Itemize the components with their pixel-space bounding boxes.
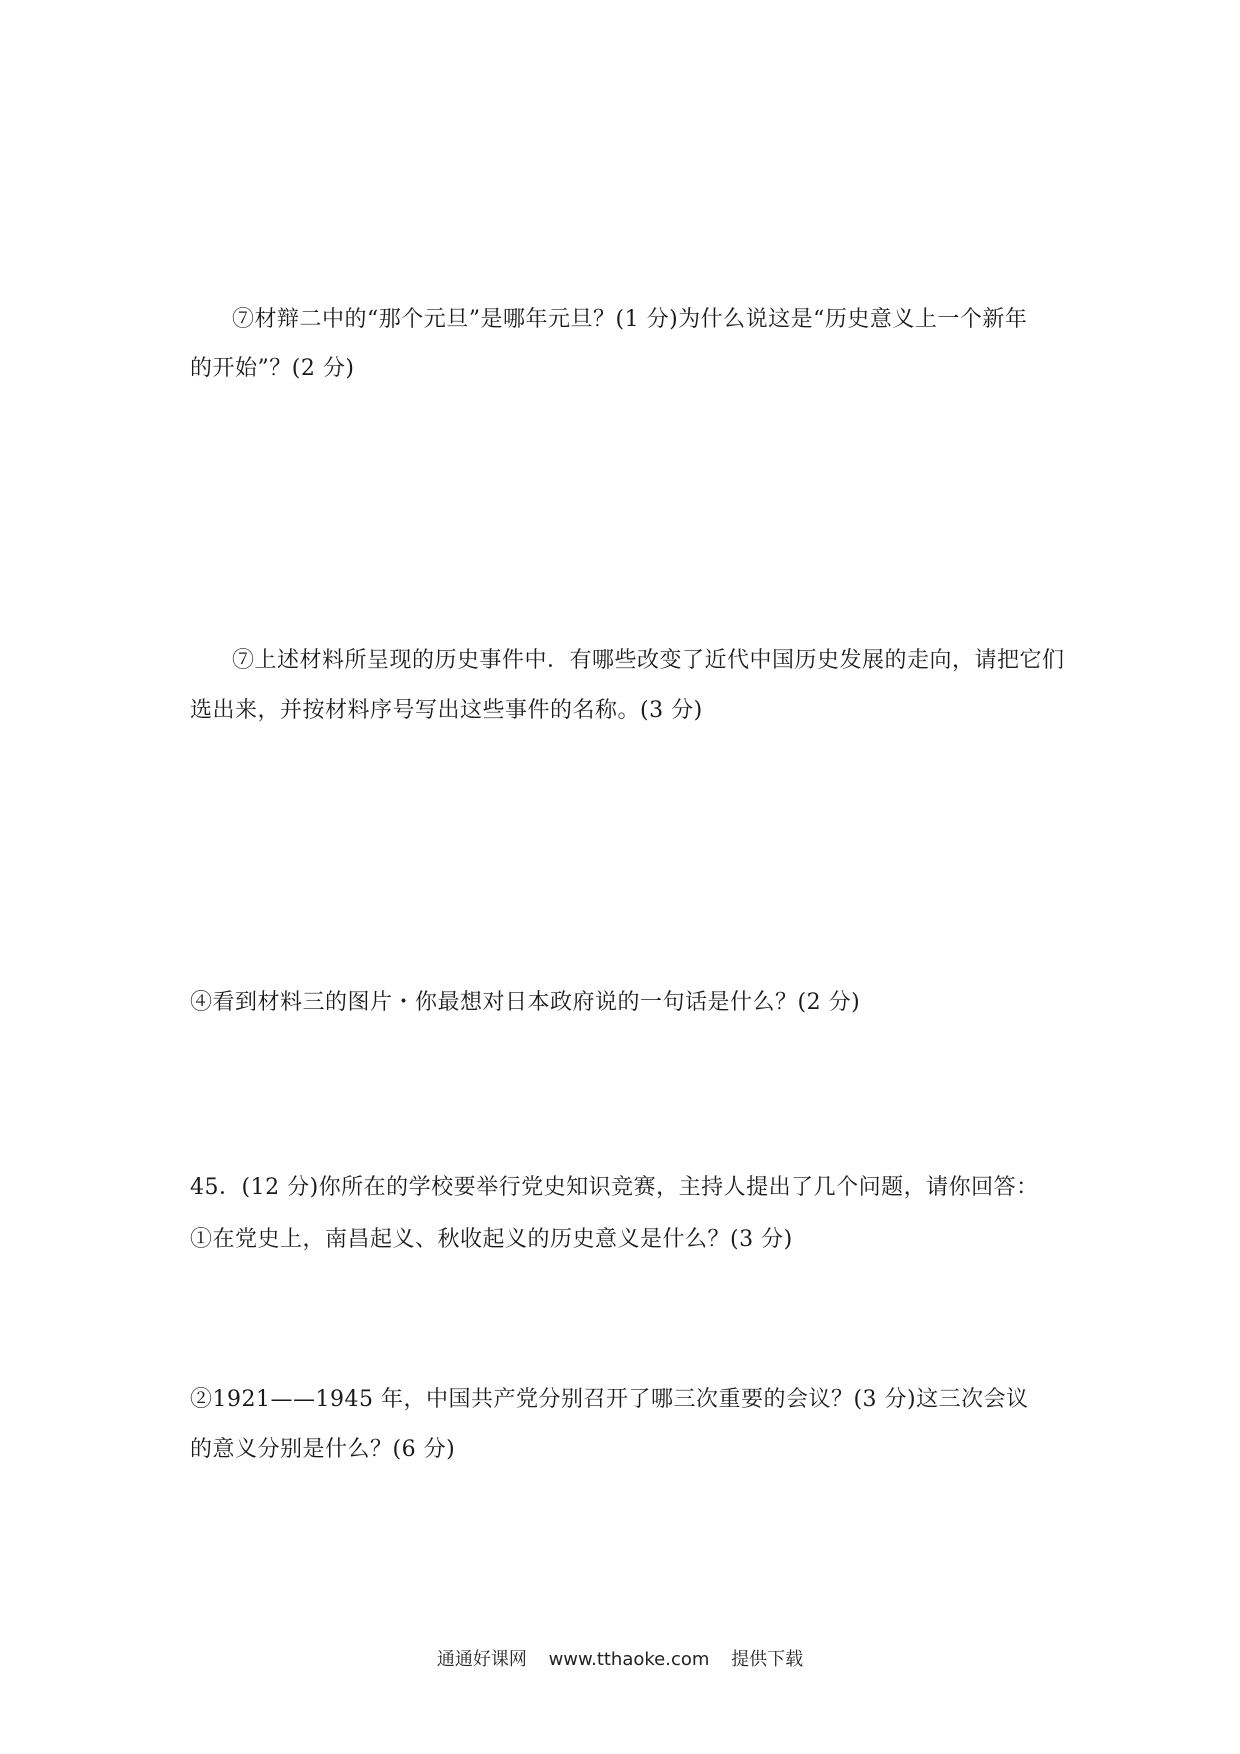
question-japan: ④看到材料三的图片・你最想对日本政府说的一句话是什么？(2 分) <box>190 990 861 1015</box>
footer-url[interactable]: www.tthaoke.com <box>548 1649 710 1670</box>
question-events-line-1: ⑦上述材料所呈现的历史事件中．有哪些改变了近代中国历史发展的走向，请把它们 <box>232 648 1065 673</box>
question-45-intro: 45．(12 分)你所在的学校要举行党史知识竞赛，主持人提出了几个问题，请你回答： <box>190 1175 1039 1200</box>
question-45-sub-1: ①在党史上，南昌起义、秋收起义的历史意义是什么？(3 分) <box>190 1227 793 1252</box>
footer-site-name: 通通好课网 <box>436 1649 527 1670</box>
question-new-year-line-2: 的开始”？(2 分) <box>190 356 355 381</box>
footer-note: 提供下载 <box>731 1649 804 1670</box>
question-events-line-2: 选出来，并按材料序号写出这些事件的名称。(3 分) <box>190 698 703 723</box>
question-45-sub-2-line-2: 的意义分别是什么？(6 分) <box>190 1437 456 1462</box>
footer <box>0 1645 1240 1671</box>
question-new-year-line-1: ⑦材辩二中的“那个元旦”是哪年元旦？(1 分)为什么说这是“历史意义上一个新年 <box>232 307 1028 332</box>
question-45-sub-2-line-1: ②1921——1945 年，中国共产党分别召开了哪三次重要的会议？(3 分)这三次会议 <box>190 1387 1029 1412</box>
